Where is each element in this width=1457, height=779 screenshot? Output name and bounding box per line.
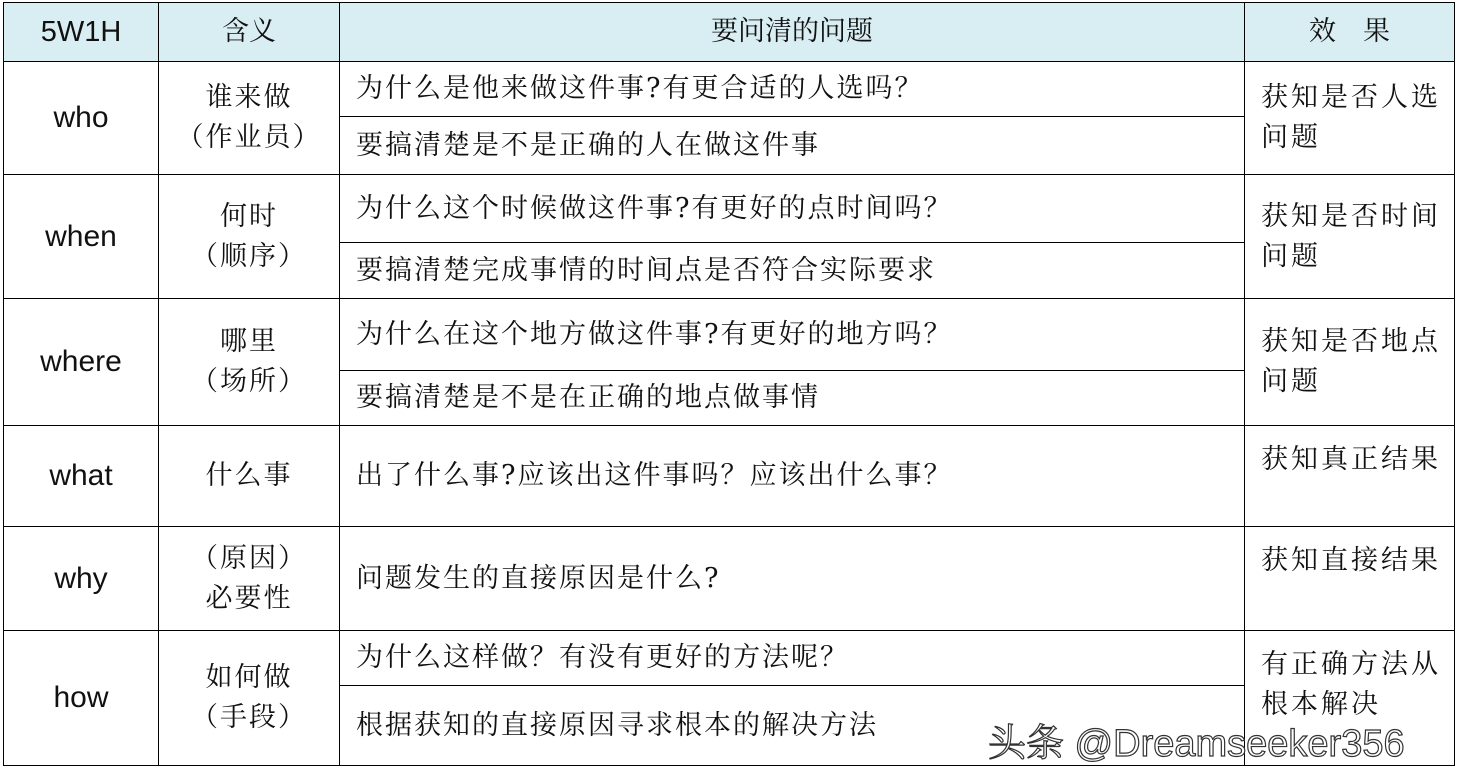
meaning-line: （作业员） bbox=[176, 122, 322, 153]
meaning-cell bbox=[159, 631, 340, 766]
table-row-why bbox=[4, 527, 1455, 631]
header-questions: 要问清的问题 bbox=[340, 3, 1245, 62]
keyword-cell: why bbox=[4, 527, 159, 631]
meaning-line: 如何做 bbox=[205, 662, 293, 693]
meaning-line: （顺序） bbox=[191, 240, 307, 272]
meaning-line: 什么事 bbox=[205, 460, 293, 491]
question-cell: 为什么是他来做这件事?有更合适的人选吗？ bbox=[340, 62, 1245, 117]
question-cell: 为什么这个时候做这件事?有更好的点时间吗？ bbox=[340, 175, 1245, 243]
header-row bbox=[4, 3, 1455, 62]
effect-cell: 获知是否地点问题 bbox=[1245, 299, 1455, 426]
effect-cell: 获知直接结果 bbox=[1245, 527, 1455, 631]
question-cell: 出了什么事?应该出这件事吗？应该出什么事？ bbox=[340, 426, 1245, 527]
question-cell: 要搞清楚是不是正确的人在做这件事 bbox=[340, 117, 1245, 175]
meaning-line: （原因） bbox=[191, 542, 307, 574]
meaning-line: （场所） bbox=[191, 366, 307, 397]
five-w-one-h-table-container bbox=[3, 2, 1454, 766]
table-row-how bbox=[4, 631, 1455, 686]
meaning-cell bbox=[159, 175, 340, 299]
watermark-text: 头条 @Dreamseeker356 bbox=[988, 723, 1405, 765]
header-5w1h: 5W1H bbox=[4, 3, 159, 62]
keyword-cell: what bbox=[4, 426, 159, 527]
question-cell: 要搞清楚是不是在正确的地点做事情 bbox=[340, 371, 1245, 426]
meaning-line: 必要性 bbox=[205, 582, 293, 614]
meaning-cell bbox=[159, 527, 340, 631]
question-cell: 为什么在这个地方做这件事?有更好的地方吗？ bbox=[340, 299, 1245, 371]
table-row-where bbox=[4, 299, 1455, 371]
effect-cell: 有正确方法从根本解决 bbox=[1245, 631, 1455, 766]
meaning-line: 谁来做 bbox=[205, 82, 293, 113]
header-effect: 效 果 bbox=[1245, 3, 1455, 62]
meaning-cell bbox=[159, 299, 340, 426]
keyword-cell: how bbox=[4, 631, 159, 766]
keyword-cell: who bbox=[4, 62, 159, 175]
header-meaning: 含义 bbox=[159, 3, 340, 62]
question-cell: 根据获知的直接原因寻求根本的解决方法 bbox=[340, 686, 1245, 766]
question-cell: 要搞清楚完成事情的时间点是否符合实际要求 bbox=[340, 243, 1245, 299]
effect-cell: 获知真正结果 bbox=[1245, 426, 1455, 527]
table-row-when bbox=[4, 175, 1455, 243]
effect-cell: 获知是否人选问题 bbox=[1245, 62, 1455, 175]
question-cell: 问题发生的直接原因是什么? bbox=[340, 527, 1245, 631]
meaning-line: 何时 bbox=[220, 200, 278, 232]
effect-cell: 获知是否时间问题 bbox=[1245, 175, 1455, 299]
five-w-one-h-table bbox=[3, 2, 1455, 766]
table-row-what bbox=[4, 426, 1455, 527]
meaning-cell bbox=[159, 426, 340, 527]
table-row-who bbox=[4, 62, 1455, 117]
keyword-cell: where bbox=[4, 299, 159, 426]
keyword-cell: when bbox=[4, 175, 159, 299]
meaning-line: （手段） bbox=[191, 702, 307, 733]
question-cell: 为什么这样做？有没有更好的方法呢？ bbox=[340, 631, 1245, 686]
meaning-cell bbox=[159, 62, 340, 175]
meaning-line: 哪里 bbox=[220, 326, 278, 357]
